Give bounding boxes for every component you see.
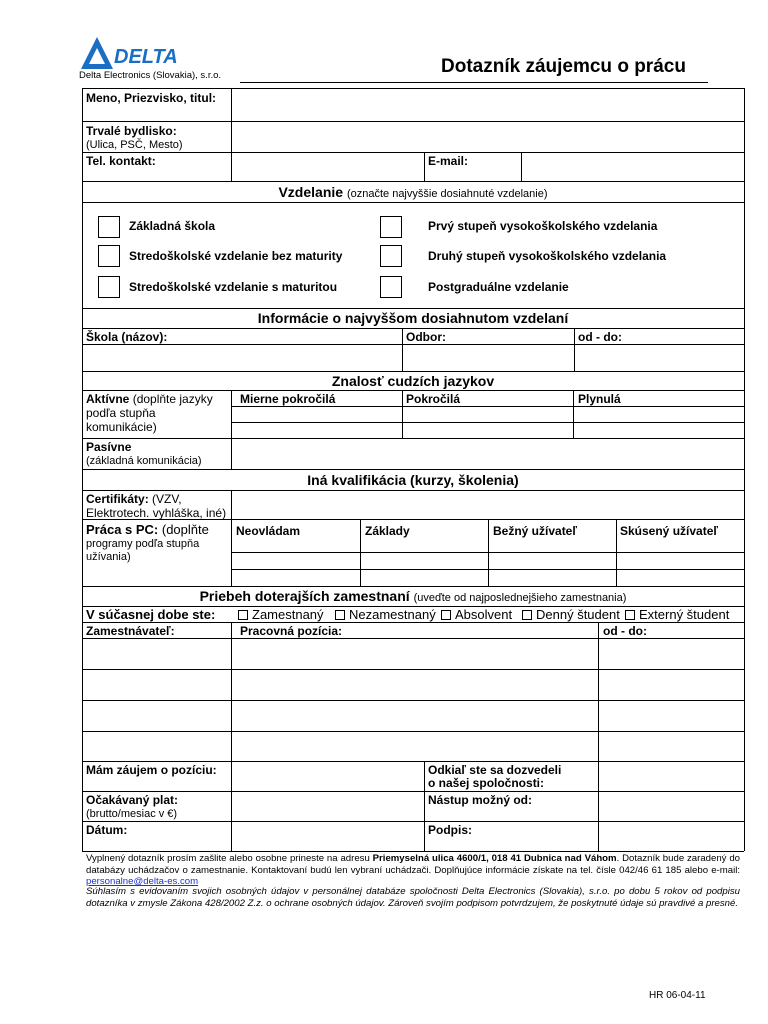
employment-row[interactable] xyxy=(83,732,743,760)
status-zamestnany[interactable]: Zamestnaný xyxy=(238,608,324,622)
delta-triangle-icon xyxy=(80,36,114,70)
pc-level-zaklady: Základy xyxy=(365,524,410,538)
phone-label: Tel. kontakt: xyxy=(86,154,156,168)
document-code: HR 06-04-11 xyxy=(649,990,706,1001)
status-nezamestnany[interactable]: Nezamestnaný xyxy=(335,608,436,622)
study-period-field[interactable] xyxy=(575,345,743,370)
language-row-1[interactable] xyxy=(232,407,743,421)
status-denny-student[interactable]: Denný študent xyxy=(522,608,620,622)
start-date-label: Nástup možný od: xyxy=(428,793,532,807)
edu-option-label: Stredoškolské vzdelanie bez maturity xyxy=(129,249,343,263)
source-field[interactable] xyxy=(599,762,743,790)
checkbox-zakladna[interactable] xyxy=(98,216,120,238)
checkbox-s-maturitou[interactable] xyxy=(98,276,120,298)
pc-row-2[interactable] xyxy=(232,570,743,585)
pc-skills-label: Práca s PC: (doplňte xyxy=(86,522,209,537)
checkbox-postgradualne[interactable] xyxy=(380,276,402,298)
checkbox-icon xyxy=(238,610,248,620)
phone-field[interactable] xyxy=(232,153,423,180)
pc-row-1[interactable] xyxy=(232,553,743,568)
source-label: o našej spoločnosti: xyxy=(428,776,545,790)
status-absolvent[interactable]: Absolvent xyxy=(441,608,512,622)
current-status-label: V súčasnej dobe ste: xyxy=(86,607,216,622)
salary-label: Očakávaný plat: xyxy=(86,793,179,807)
footer-consent: Súhlasím s evidovaním svojich osobných údajov v personálnej databáze spoločnosti Delta Electronics (Slovakia), s.r.o. po dobu 5 rokov od podpisu dotazníka v zmysle Zákona 428/2002 Z.z. o ochrane osobných údajov. Zároveň svojím podpisom potvrdzujem, že poskytnuté údaje sú pravdivé a presné. xyxy=(86,886,740,909)
school-label: Škola (názov): xyxy=(86,330,168,344)
qualification-heading: Iná kvalifikácia (kurzy, školenia) xyxy=(307,472,519,488)
checkbox-icon xyxy=(441,610,451,620)
passive-languages-hint: (základná komunikácia) xyxy=(86,455,202,467)
checkbox-prvy-stupen[interactable] xyxy=(380,216,402,238)
period-label: od - do: xyxy=(578,330,622,344)
edu-option-label: Základná škola xyxy=(129,219,216,233)
date-field[interactable] xyxy=(232,822,423,850)
employer-label: Zamestnávateľ: xyxy=(86,624,175,638)
active-languages-hint: komunikácie) xyxy=(86,420,157,434)
employment-period-label: od - do: xyxy=(603,624,647,638)
certificates-hint: Elektrotech. vyhláška, iné) xyxy=(86,506,227,520)
footer-notice: Vyplnený dotazník prosím zašlite alebo osobne prineste na adresu Priemyselná ulica 4600/1, 018 41 Dubnica nad Váhom. Dotazník bude zaradený do databázy uchádzačov o zamestnanie. Kontaktovaní budú len vybraní uchádzači. Doplňujúce informácie získate na tel. čísle 042/46 61 185 alebo e-mail: personalne@delta-es.com xyxy=(86,853,740,887)
interest-field[interactable] xyxy=(232,762,423,790)
start-date-field[interactable] xyxy=(599,792,743,820)
status-externy-student[interactable]: Externý študent xyxy=(625,608,729,622)
pc-skills-hint: užívania) xyxy=(86,551,131,563)
address-field[interactable] xyxy=(232,122,743,151)
pc-level-bezny: Bežný užívateľ xyxy=(493,524,577,538)
checkbox-icon xyxy=(522,610,532,620)
language-row-2[interactable] xyxy=(232,423,743,437)
name-field[interactable] xyxy=(232,89,743,120)
address-hint: (Ulica, PSČ, Mesto) xyxy=(86,139,183,151)
checkbox-icon xyxy=(625,610,635,620)
edu-option-label: Druhý stupeň vysokoškolského vzdelania xyxy=(428,249,667,263)
field-label: Odbor: xyxy=(406,330,446,344)
edu-option-label: Stredoškolské vzdelanie s maturitou xyxy=(129,280,338,294)
level-plynula: Plynulá xyxy=(578,392,621,406)
address-label: Trvalé bydlisko: xyxy=(86,124,177,138)
active-languages-hint: podľa stupňa xyxy=(86,406,156,420)
education-heading: Vzdelanie (označte najvyššie dosiahnuté vzdelanie) xyxy=(278,184,548,200)
level-pokrocila: Pokročilá xyxy=(406,392,461,406)
email-label: E-mail: xyxy=(428,154,469,168)
header-rule xyxy=(240,82,708,83)
level-mierne: Mierne pokročilá xyxy=(240,392,336,406)
active-languages-label: Aktívne (doplňte jazyky xyxy=(86,392,213,406)
pc-level-neovladam: Neovládam xyxy=(236,524,301,538)
certificates-field[interactable] xyxy=(232,491,743,518)
employment-row[interactable] xyxy=(83,670,743,699)
languages-heading: Znalosť cudzích jazykov xyxy=(331,373,495,389)
contact-email-link[interactable]: personalne@delta-es.com xyxy=(86,876,199,887)
logo-text: DELTA xyxy=(114,46,178,68)
edu-option-label: Prvý stupeň vysokoškolského vzdelania xyxy=(428,219,658,233)
name-label: Meno, Priezvisko, titul: xyxy=(86,91,217,105)
highest-education-heading: Informácie o najvyššom dosiahnutom vzdelaní xyxy=(257,310,569,326)
delta-logo xyxy=(80,36,190,72)
employment-heading: Priebeh doterajších zamestnaní (uveďte od najposlednejšieho zamestnania) xyxy=(199,588,627,604)
signature-field[interactable] xyxy=(599,822,743,850)
checkbox-icon xyxy=(335,610,345,620)
position-label: Pracovná pozícia: xyxy=(240,624,343,638)
pc-level-skuseny: Skúsený užívateľ xyxy=(620,524,718,538)
email-field[interactable] xyxy=(522,153,743,180)
edu-option-label: Postgraduálne vzdelanie xyxy=(428,280,569,294)
page-title: Dotazník záujemcu o prácu xyxy=(441,56,686,77)
passive-languages-label: Pasívne xyxy=(86,440,132,454)
passive-languages-field[interactable] xyxy=(232,439,743,468)
certificates-label: Certifikáty: (VZV, xyxy=(86,492,182,506)
salary-hint: (brutto/mesiac v €) xyxy=(86,808,178,820)
field-of-study-field[interactable] xyxy=(403,345,573,370)
employment-row[interactable] xyxy=(83,639,743,668)
employment-row[interactable] xyxy=(83,701,743,730)
salary-field[interactable] xyxy=(232,792,423,820)
source-label: Odkiaľ ste sa dozvedeli xyxy=(428,763,562,777)
date-label: Dátum: xyxy=(86,823,128,837)
pc-skills-hint: programy podľa stupňa xyxy=(86,538,200,550)
signature-label: Podpis: xyxy=(428,823,472,837)
school-field[interactable] xyxy=(83,345,401,370)
checkbox-bez-maturity[interactable] xyxy=(98,245,120,267)
company-name: Delta Electronics (Slovakia), s.r.o. xyxy=(79,70,222,81)
checkbox-druhy-stupen[interactable] xyxy=(380,245,402,267)
interest-label: Mám záujem o pozíciu: xyxy=(86,763,217,777)
